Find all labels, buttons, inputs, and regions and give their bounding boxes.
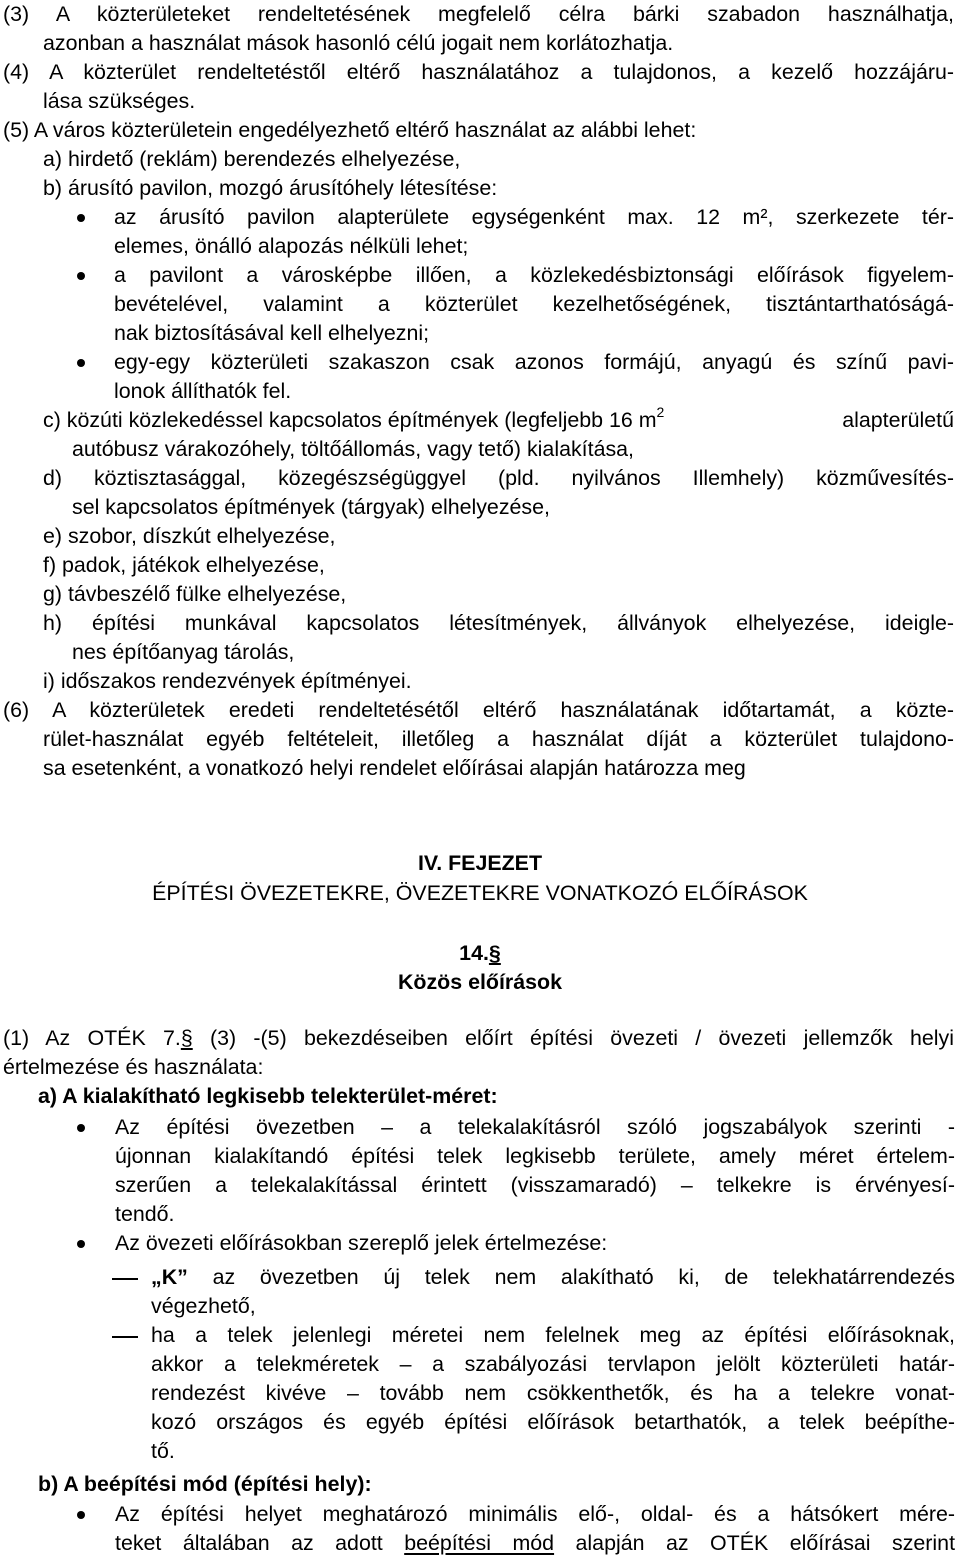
- bullet-icon: [77, 1511, 85, 1519]
- item-5b-bullet-2-line-2: bevételével, valamint a közterület kezelhetőségének, tisztántarthatóságá-: [114, 292, 954, 316]
- section-title: Közös előírások: [397, 970, 563, 994]
- a-bullet-1-line-1: Az építési övezetben – a telekalakításról szóló jogszabályok szerinti -: [115, 1115, 955, 1139]
- a-dash-2-line-5: tő.: [151, 1439, 175, 1463]
- heading-a: a) A kialakítható legkisebb telekterület-méret:: [38, 1084, 498, 1108]
- item-5e: e) szobor, díszkút elhelyezése,: [43, 524, 336, 548]
- section-1-intro-line-1: (1) Az OTÉK 7.§ (3) -(5) bekezdéseiben előírt építési övezeti / övezeti jellemzők helyi: [3, 1026, 954, 1050]
- item-5b: b) árusító pavilon, mozgó árusítóhely létesítése:: [43, 176, 498, 200]
- a-dash-1-line-2: végezhető,: [151, 1294, 256, 1318]
- a-dash-2-line-1: ha a telek jelenlegi méretei nem felelnek meg az építési előírásoknak,: [151, 1323, 955, 1347]
- item-5g: g) távbeszélő fülke elhelyezése,: [43, 582, 347, 606]
- item-5c-line-1: [43, 403, 954, 435]
- item-5h-line-1: h) építési munkával kapcsolatos létesítmények, állványok elhelyezése, ideigle-: [43, 611, 954, 635]
- dash-icon: [112, 1336, 138, 1338]
- a-bullet-1-line-3: szerűen a telekalakítással érintett (visszamaradó) – telkekre is érvényesí-: [115, 1173, 955, 1197]
- zone-code-k: „K”: [151, 1265, 188, 1289]
- chapter-title: ÉPÍTÉSI ÖVEZETEKRE, ÖVEZETEKRE VONATKOZÓ ELŐÍRÁSOK: [152, 881, 808, 905]
- item-5d-line-1: d) köztisztasággal, közegészségüggyel (pld. nyilvános Illemhely) közművesítés-: [43, 466, 954, 490]
- item-5b-bullet-3-line-2: lonok állíthatók fel.: [114, 379, 292, 403]
- dash-icon: [112, 1278, 138, 1280]
- item-5f: f) padok, játékok elhelyezése,: [43, 553, 325, 577]
- superscript: 2: [656, 403, 665, 420]
- item-5c-text-end: alapterületű: [842, 408, 954, 432]
- a-dash-2-line-4: kozó országos és egyéb építési előírások betarthatók, a telek beépíthe-: [151, 1410, 955, 1434]
- bullet-icon: [77, 272, 85, 280]
- bullet-icon: [77, 359, 85, 367]
- paragraph-6-line-3: sa esetenként, a vonatkozó helyi rendelet előírásai alapján határozza meg: [43, 756, 746, 780]
- item-5b-bullet-1-line-1: az árusító pavilon alapterülete egységenként max. 12 m², szerkezete tér-: [114, 205, 954, 229]
- heading-b: b) A beépítési mód (építési hely):: [38, 1472, 372, 1496]
- item-5b-bullet-2-line-3: nak biztosításával kell elhelyezni;: [114, 321, 430, 345]
- a-dash-2-line-3: rendezést kivéve – tovább nem csökkenthetők, és ha a telekre vonat-: [151, 1381, 955, 1405]
- paragraph-3-line-1: (3) A közterületeket rendeltetésének megfelelő célra bárki szabadon használhatja,: [3, 2, 954, 26]
- item-5i: i) időszakos rendezvények építményei.: [43, 669, 412, 693]
- paragraph-6-line-2: rület-használat egyéb feltételeit, illetőleg a használat díját a közterület tulajdono-: [43, 727, 954, 751]
- a-bullet-1-line-4: tendő.: [115, 1202, 175, 1226]
- item-5b-bullet-1-line-2: elemes, önálló alapozás nélküli lehet;: [114, 234, 469, 258]
- b-bullet-1-line-1: Az építési helyet meghatározó minimális elő-, oldal- és a hátsókert mére-: [115, 1502, 955, 1526]
- item-5h-line-2: nes építőanyag tárolás,: [72, 640, 295, 664]
- a-dash-1-line-1: „K” az övezetben új telek nem alakítható ki, de telekhatárrendezés: [151, 1265, 955, 1289]
- item-5c-line-2: autóbusz várakozóhely, töltőállomás, vagy tető) kialakítása,: [72, 437, 634, 461]
- section-number: [0, 939, 960, 968]
- section-symbol: §: [180, 1026, 193, 1050]
- section-1-intro-line-2: értelmezése és használata:: [3, 1055, 264, 1079]
- bullet-icon: [77, 1240, 85, 1248]
- bullet-icon: [77, 214, 85, 222]
- paragraph-4-line-1: (4) A közterület rendeltetéstől eltérő használatához a tulajdonos, a kezelő hozzájáru-: [3, 60, 954, 84]
- item-5b-bullet-3-line-1: egy-egy közterületi szakaszon csak azonos formájú, anyagú és színű pavi-: [114, 350, 954, 374]
- chapter-number: IV. FEJEZET: [417, 851, 543, 875]
- paragraph-4-line-2: lása szükséges.: [43, 89, 196, 113]
- a-bullet-2: Az övezeti előírásokban szereplő jelek értelmezése:: [115, 1231, 608, 1255]
- paragraph-5-intro: (5) A város közterületein engedélyezhető eltérő használat az alábbi lehet:: [3, 118, 697, 142]
- section-symbol: §: [488, 941, 501, 965]
- a-dash-2-line-2: akkor a telekméretek – a szabályozási tervlapon jelölt közterületi határ-: [151, 1352, 955, 1376]
- item-5b-bullet-2-line-1: a pavilont a városképbe illően, a közlekedésbiztonsági előírások figyelem-: [114, 263, 954, 287]
- bullet-icon: [77, 1124, 85, 1132]
- underlined-term: beépítési mód: [404, 1531, 555, 1555]
- b-bullet-1-line-2: teket általában az adott beépítési mód alapján az OTÉK előírásai szerint: [115, 1531, 956, 1555]
- paragraph-3-line-2: azonban a használat mások hasonló célú jogait nem korlátozhatja.: [43, 31, 674, 55]
- section-number-text: 14.: [459, 941, 489, 965]
- item-5c-text: c) közúti közlekedéssel kapcsolatos építmények (legfeljebb 16 $m^2$: [43, 403, 665, 432]
- a-bullet-1-line-2: újonnan kialakítandó építési telek legkisebb területe, amely méret értelem-: [115, 1144, 955, 1168]
- item-5d-line-2: sel kapcsolatos építmények (tárgyak) elhelyezése,: [72, 495, 550, 519]
- paragraph-6-line-1: (6) A közterületek eredeti rendeltetésétől eltérő használatának időtartamát, a közte-: [3, 698, 954, 722]
- item-5a: a) hirdető (reklám) berendezés elhelyezése,: [43, 147, 461, 171]
